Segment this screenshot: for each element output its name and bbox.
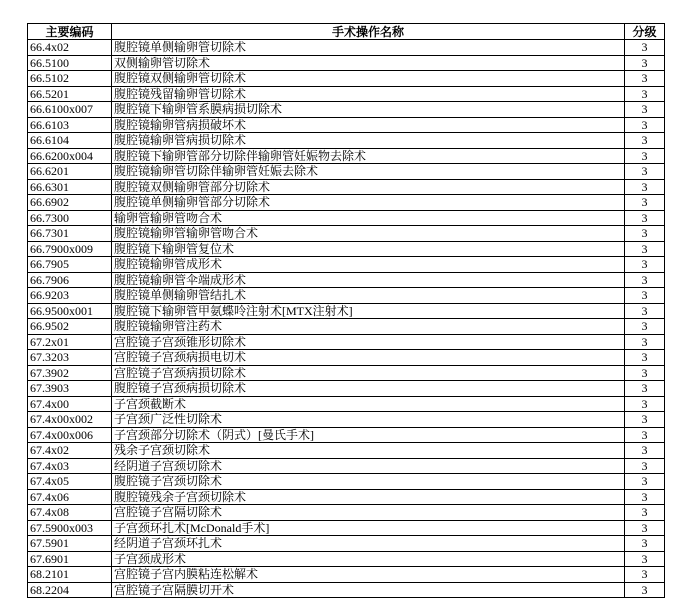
- table-row: [28, 226, 665, 242]
- cell-grade: 3: [625, 102, 665, 118]
- cell-name: 腹腔镜输卵管伞端成形术: [112, 272, 625, 288]
- table-row: [28, 288, 665, 304]
- cell-code: 67.3903: [28, 381, 112, 397]
- table-row: [28, 551, 665, 567]
- cell-grade: 3: [625, 210, 665, 226]
- cell-grade: 3: [625, 272, 665, 288]
- cell-code: 66.9203: [28, 288, 112, 304]
- cell-grade: 3: [625, 396, 665, 412]
- cell-grade: 3: [625, 40, 665, 56]
- table-row: [28, 71, 665, 87]
- cell-name: 子宫颈广泛性切除术: [112, 412, 625, 428]
- cell-grade: 3: [625, 458, 665, 474]
- cell-name: 腹腔镜下输卵管复位术: [112, 241, 625, 257]
- cell-code: 66.4x02: [28, 40, 112, 56]
- table-row: [28, 319, 665, 335]
- cell-code: 66.5100: [28, 55, 112, 71]
- cell-code: 67.4x00x002: [28, 412, 112, 428]
- cell-name: 腹腔镜双侧输卵管部分切除术: [112, 179, 625, 195]
- cell-name: 宫腔镜子宫隔切除术: [112, 505, 625, 521]
- cell-name: 腹腔镜单侧输卵管结扎术: [112, 288, 625, 304]
- header-name: 手术操作名称: [112, 24, 625, 40]
- cell-name: 输卵管输卵管吻合术: [112, 210, 625, 226]
- cell-code: 66.5201: [28, 86, 112, 102]
- cell-name: 宫腔镜子宫颈病损电切术: [112, 350, 625, 366]
- table-row: [28, 458, 665, 474]
- cell-grade: 3: [625, 133, 665, 149]
- cell-grade: 3: [625, 55, 665, 71]
- cell-code: 66.5102: [28, 71, 112, 87]
- cell-code: 67.4x06: [28, 489, 112, 505]
- table-row: [28, 179, 665, 195]
- table-row: [28, 350, 665, 366]
- cell-code: 67.2x01: [28, 334, 112, 350]
- table-row: [28, 567, 665, 583]
- cell-code: 66.9500x001: [28, 303, 112, 319]
- table-row: [28, 334, 665, 350]
- cell-code: 66.7905: [28, 257, 112, 273]
- table-row: [28, 381, 665, 397]
- cell-code: 66.6902: [28, 195, 112, 211]
- table-row: [28, 474, 665, 490]
- cell-grade: 3: [625, 412, 665, 428]
- cell-name: 腹腔镜输卵管病损切除术: [112, 133, 625, 149]
- table-row: [28, 303, 665, 319]
- cell-code: 67.4x00: [28, 396, 112, 412]
- cell-name: 腹腔镜子宫颈切除术: [112, 474, 625, 490]
- cell-code: 66.7900x009: [28, 241, 112, 257]
- table-row: [28, 241, 665, 257]
- cell-code: 67.3203: [28, 350, 112, 366]
- cell-grade: 3: [625, 567, 665, 583]
- cell-code: 66.9502: [28, 319, 112, 335]
- header-code: 主要编码: [28, 24, 112, 40]
- cell-code: 66.6200x004: [28, 148, 112, 164]
- table-row: [28, 365, 665, 381]
- table-row: [28, 489, 665, 505]
- table-row: [28, 102, 665, 118]
- cell-grade: 3: [625, 520, 665, 536]
- cell-code: 67.3902: [28, 365, 112, 381]
- table-row: [28, 86, 665, 102]
- cell-name: 子宫颈成形术: [112, 551, 625, 567]
- cell-name: 宫腔镜子宫颈病损切除术: [112, 365, 625, 381]
- cell-name: 腹腔镜子宫颈病损切除术: [112, 381, 625, 397]
- cell-code: 67.4x08: [28, 505, 112, 521]
- cell-grade: 3: [625, 241, 665, 257]
- table-row: [28, 148, 665, 164]
- table-row: [28, 396, 665, 412]
- cell-grade: 3: [625, 117, 665, 133]
- cell-grade: 3: [625, 195, 665, 211]
- cell-grade: 3: [625, 288, 665, 304]
- cell-code: 67.5900x003: [28, 520, 112, 536]
- cell-name: 腹腔镜输卵管成形术: [112, 257, 625, 273]
- cell-code: 67.4x00x006: [28, 427, 112, 443]
- cell-grade: 3: [625, 319, 665, 335]
- cell-code: 66.6201: [28, 164, 112, 180]
- cell-grade: 3: [625, 582, 665, 598]
- cell-name: 宫腔镜子宫隔膜切开术: [112, 582, 625, 598]
- table-header: [28, 24, 665, 40]
- table-row: [28, 582, 665, 598]
- cell-grade: 3: [625, 334, 665, 350]
- cell-code: 67.6901: [28, 551, 112, 567]
- table-row: [28, 55, 665, 71]
- table-row: [28, 427, 665, 443]
- header-grade: 分级: [625, 24, 665, 40]
- table-row: [28, 195, 665, 211]
- cell-grade: 3: [625, 536, 665, 552]
- cell-code: 68.2101: [28, 567, 112, 583]
- table-row: [28, 520, 665, 536]
- procedure-table: [27, 23, 665, 598]
- cell-code: 68.2204: [28, 582, 112, 598]
- cell-name: 腹腔镜下输卵管系膜病损切除术: [112, 102, 625, 118]
- cell-code: 66.6103: [28, 117, 112, 133]
- cell-name: 子宫颈部分切除术（阴式）[曼氏手术]: [112, 427, 625, 443]
- table-row: [28, 40, 665, 56]
- cell-code: 66.6301: [28, 179, 112, 195]
- cell-name: 经阴道子宫颈切除术: [112, 458, 625, 474]
- table-row: [28, 164, 665, 180]
- cell-name: 腹腔镜残留输卵管切除术: [112, 86, 625, 102]
- cell-code: 67.4x03: [28, 458, 112, 474]
- table-row: [28, 257, 665, 273]
- cell-grade: 3: [625, 350, 665, 366]
- cell-grade: 3: [625, 86, 665, 102]
- cell-name: 腹腔镜残余子宫颈切除术: [112, 489, 625, 505]
- table-row: [28, 443, 665, 459]
- table-row: [28, 505, 665, 521]
- cell-grade: 3: [625, 71, 665, 87]
- header-row: [28, 24, 665, 40]
- cell-grade: 3: [625, 381, 665, 397]
- table-row: [28, 272, 665, 288]
- cell-name: 子宫颈截断术: [112, 396, 625, 412]
- cell-grade: 3: [625, 303, 665, 319]
- cell-name: 经阴道子宫颈环扎术: [112, 536, 625, 552]
- table-row: [28, 117, 665, 133]
- cell-code: 67.4x05: [28, 474, 112, 490]
- cell-grade: 3: [625, 443, 665, 459]
- cell-name: 双侧输卵管切除术: [112, 55, 625, 71]
- cell-name: 腹腔镜输卵管切除伴输卵管妊娠去除术: [112, 164, 625, 180]
- table-row: [28, 536, 665, 552]
- cell-code: 66.6104: [28, 133, 112, 149]
- cell-grade: 3: [625, 164, 665, 180]
- cell-name: 残余子宫颈切除术: [112, 443, 625, 459]
- cell-name: 腹腔镜单侧输卵管部分切除术: [112, 195, 625, 211]
- cell-grade: 3: [625, 365, 665, 381]
- cell-name: 腹腔镜双侧输卵管切除术: [112, 71, 625, 87]
- cell-name: 腹腔镜下输卵管甲氨蝶呤注射术[MTX注射术]: [112, 303, 625, 319]
- cell-code: 67.5901: [28, 536, 112, 552]
- cell-name: 宫腔镜子宫内膜粘连松解术: [112, 567, 625, 583]
- cell-name: 子宫颈环扎术[McDonald手术]: [112, 520, 625, 536]
- table-row: [28, 133, 665, 149]
- cell-grade: 3: [625, 489, 665, 505]
- cell-grade: 3: [625, 427, 665, 443]
- cell-name: 腹腔镜下输卵管部分切除伴输卵管妊娠物去除术: [112, 148, 625, 164]
- cell-name: 腹腔镜输卵管输卵管吻合术: [112, 226, 625, 242]
- cell-code: 66.7300: [28, 210, 112, 226]
- cell-grade: 3: [625, 551, 665, 567]
- cell-grade: 3: [625, 505, 665, 521]
- cell-name: 腹腔镜单侧输卵管切除术: [112, 40, 625, 56]
- cell-name: 腹腔镜输卵管注药术: [112, 319, 625, 335]
- table-row: [28, 412, 665, 428]
- cell-grade: 3: [625, 148, 665, 164]
- cell-grade: 3: [625, 226, 665, 242]
- cell-grade: 3: [625, 179, 665, 195]
- cell-grade: 3: [625, 474, 665, 490]
- cell-code: 66.7301: [28, 226, 112, 242]
- table-row: [28, 210, 665, 226]
- cell-code: 67.4x02: [28, 443, 112, 459]
- cell-code: 66.6100x007: [28, 102, 112, 118]
- cell-name: 腹腔镜输卵管病损破坏术: [112, 117, 625, 133]
- cell-code: 66.7906: [28, 272, 112, 288]
- cell-grade: 3: [625, 257, 665, 273]
- table-body: [28, 40, 665, 598]
- cell-name: 宫腔镜子宫颈锥形切除术: [112, 334, 625, 350]
